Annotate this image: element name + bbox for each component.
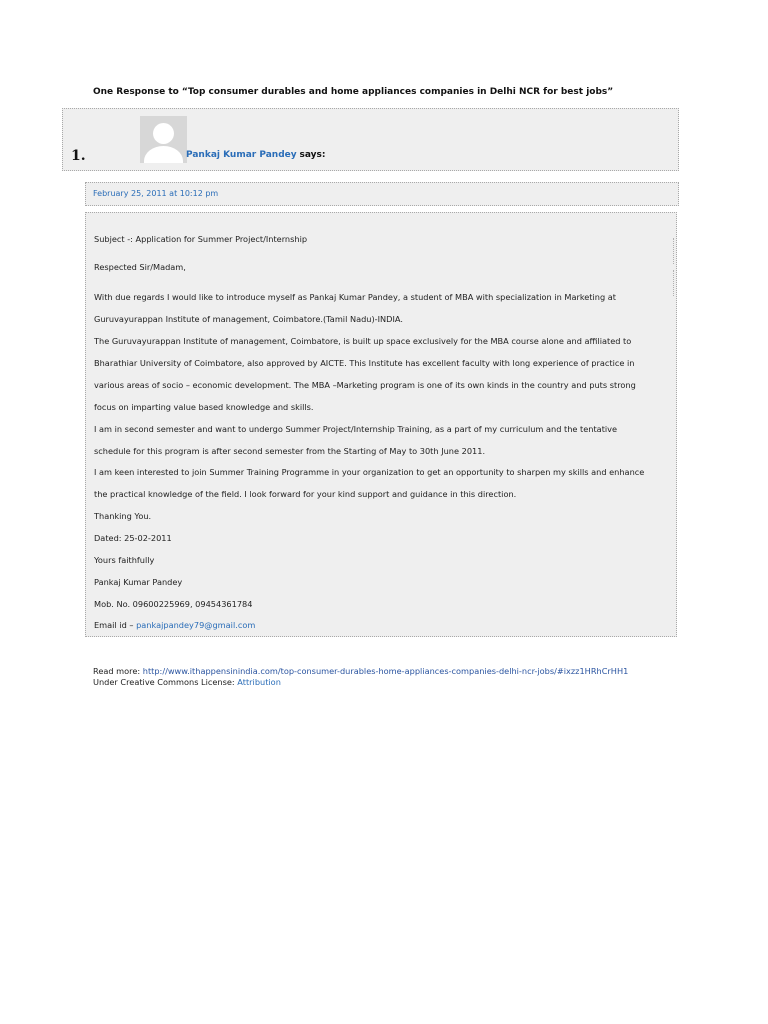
- read-more-line: [93, 666, 628, 677]
- read-more-link[interactable]: http://www.ithappensinindia.com/top-consumer-durables-home-appliances-companies-delhi-ncr-jobs/#ixzz1HRhCrHH1: [142, 666, 629, 676]
- comment-line: focus on imparting value based knowledge and skills.: [94, 402, 314, 412]
- comment-body: [85, 212, 677, 637]
- author-line: [186, 150, 325, 160]
- comment-line: Bharathiar University of Coimbatore, also approved by AICTE. This Institute has excellent faculty with long experience of practice in: [94, 358, 635, 368]
- comment-line: Guruvayurappan Institute of management, Coimbatore.(Tamil Nadu)-INDIA.: [94, 314, 403, 324]
- email-link[interactable]: pankajpandey79@gmail.com: [136, 620, 256, 630]
- avatar: [140, 116, 187, 163]
- avatar-head-icon: [153, 123, 174, 144]
- comment-line: Subject -: Application for Summer Project/Internship: [94, 234, 308, 244]
- comment-line: Yours faithfully: [94, 555, 155, 565]
- avatar-body-icon: [144, 146, 183, 163]
- read-more-block: [93, 666, 628, 688]
- comment-line: I am in second semester and want to undergo Summer Project/Internship Training, as a part of my curriculum and the tentative: [94, 424, 618, 434]
- read-more-label: Read more:: [93, 666, 143, 676]
- license-link[interactable]: Attribution: [237, 677, 281, 687]
- comment-line: Respected Sir/Madam,: [94, 262, 186, 272]
- comment-line: With due regards I would like to introduce myself as Pankaj Kumar Pandey, a student of MBA with specialization in Marketing at: [94, 292, 617, 302]
- email-label: Email id –: [94, 620, 137, 630]
- comment-line: I am keen interested to join Summer Training Programme in your organization to get an opportunity to sharpen my skills and enhance: [94, 467, 645, 477]
- divider: [673, 270, 674, 296]
- responses-heading: One Response to “Top consumer durables and home appliances companies in Delhi NCR for best jobs”: [93, 87, 614, 97]
- comment-line: Mob. No. 09600225969, 09454361784: [94, 599, 253, 609]
- comment-line: The Guruvayurappan Institute of management, Coimbatore, is built up space exclusively for the MBA course alone and affiliated to: [94, 336, 632, 346]
- comment-header: [62, 108, 679, 171]
- comment-line: the practical knowledge of the field. I look forward for your kind support and guidance in this direction.: [94, 489, 517, 499]
- divider: [673, 238, 674, 264]
- license-line: [93, 677, 628, 688]
- comment-date-link[interactable]: February 25, 2011 at 10:12 pm: [85, 182, 679, 206]
- license-label: Under Creative Commons License:: [93, 677, 238, 687]
- says-label: says:: [299, 150, 326, 160]
- email-line: [94, 620, 255, 630]
- comment-number: 1.: [71, 148, 86, 164]
- comment-line: Thanking You.: [94, 511, 152, 521]
- comment-line: schedule for this program is after second semester from the Starting of May to 30th June 2011.: [94, 446, 486, 456]
- author-link[interactable]: Pankaj Kumar Pandey: [186, 150, 297, 160]
- comment-line: various areas of socio – economic development. The MBA –Marketing program is one of its own kinds in the country and puts strong: [94, 380, 636, 390]
- comment-line: Dated: 25-02-2011: [94, 533, 172, 543]
- comment-line: Pankaj Kumar Pandey: [94, 577, 183, 587]
